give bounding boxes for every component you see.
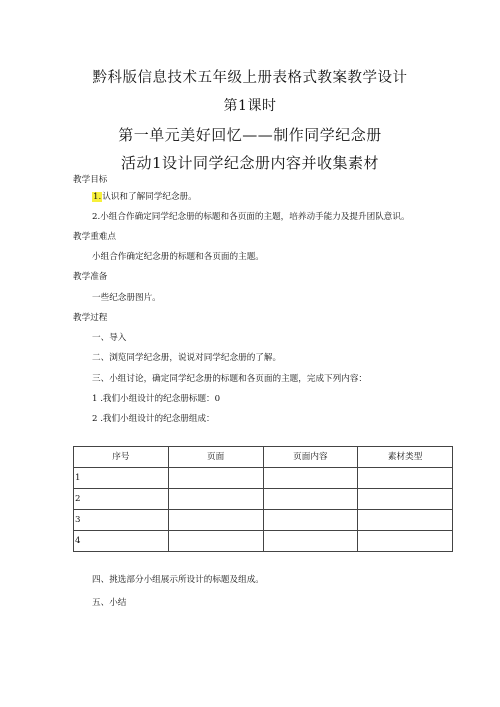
process-item-2: 2 .我们小组设计的纪念册组成：: [92, 414, 215, 424]
preparation-text: 一些纪念册图片。: [92, 293, 161, 303]
table-header-cell: 序号: [74, 447, 169, 468]
table-cell: [168, 489, 263, 510]
table-cell: [263, 468, 358, 489]
materials-table: [73, 446, 453, 552]
preparation-heading: 教学准备: [73, 272, 108, 282]
table-row: [74, 468, 453, 489]
table-cell: 3: [74, 510, 169, 531]
table-cell: [168, 468, 263, 489]
table-cell: [263, 489, 358, 510]
table-cell: [263, 531, 358, 552]
goal-2: 2.小组合作确定同学纪念册的标题和各页面的主题，培养动手能力及提升团队意识。: [92, 212, 410, 222]
goal-1-number-highlight: 1.: [93, 192, 102, 202]
table-header-cell: 页面: [168, 447, 263, 468]
table-cell: 4: [74, 531, 169, 552]
lesson-number: 第1课时: [223, 98, 277, 114]
goals-heading: 教学目标: [73, 175, 108, 185]
document-title: 黔科版信息技术五年级上册表格式教案教学设计: [92, 70, 408, 86]
table-cell: [168, 510, 263, 531]
table-header-cell: 素材类型: [358, 447, 453, 468]
table-cell: [358, 531, 453, 552]
unit-title: 第一单元美好回忆——制作同学纪念册: [118, 126, 382, 144]
table-cell: [168, 531, 263, 552]
key-points-heading: 教学重难点: [73, 232, 116, 242]
key-points-text: 小组合作确定纪念册的标题和各页面的主题。: [92, 252, 264, 262]
process-item-1: 1 .我们小组设计的纪念册标题：0: [92, 394, 221, 404]
process-step-2: 二、浏览同学纪念册，说说对同学纪念册的了解。: [92, 353, 282, 363]
table-cell: 1: [74, 468, 169, 489]
goal-1: [92, 192, 197, 202]
process-step-3: 三、小组讨论，确定同学纪念册的标题和各页面的主题，完成下列内容：: [92, 374, 368, 384]
process-step-1: 一、导入: [92, 333, 127, 343]
table-header-cell: 页面内容: [263, 447, 358, 468]
table-cell: [358, 489, 453, 510]
table-cell: [263, 510, 358, 531]
table-header-row: [74, 447, 453, 468]
activity-title: 活动1设计同学纪念册内容并收集素材: [120, 154, 380, 172]
process-step-4: 四、挑选部分小组展示所设计的标题及组成。: [92, 575, 264, 585]
table-row: [74, 510, 453, 531]
table-row: [74, 489, 453, 510]
process-step-5: 五、小结: [92, 598, 127, 608]
table-cell: [358, 468, 453, 489]
table-row: [74, 531, 453, 552]
table-cell: [358, 510, 453, 531]
process-heading: 教学过程: [73, 313, 108, 323]
table-cell: 2: [74, 489, 169, 510]
goal-1-text: 认识和了解同学纪念册。: [102, 192, 197, 202]
